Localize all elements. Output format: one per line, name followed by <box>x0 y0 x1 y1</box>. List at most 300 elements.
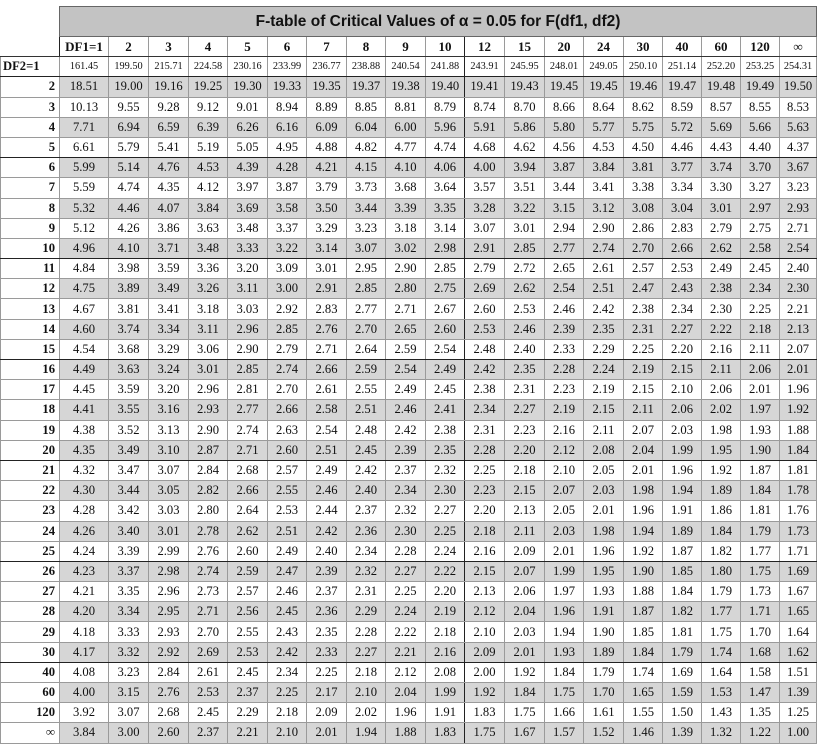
critical-value-cell: 1.75 <box>505 703 545 723</box>
critical-value-cell: 2.96 <box>228 319 268 339</box>
critical-value-cell: 2.11 <box>584 420 624 440</box>
df2-row-header: 16 <box>1 360 60 380</box>
critical-value-cell: 4.96 <box>60 238 109 258</box>
critical-value-cell: 8.89 <box>307 97 347 117</box>
critical-value-cell: 2.77 <box>347 299 386 319</box>
critical-value-cell: 2.33 <box>545 339 584 359</box>
df1-header-cell: 3 <box>149 37 189 57</box>
critical-value-cell: 5.91 <box>465 117 505 137</box>
critical-value-cell: 2.28 <box>545 360 584 380</box>
critical-value-cell: 251.14 <box>663 57 702 77</box>
critical-value-cell: 1.79 <box>741 521 780 541</box>
critical-value-cell: 2.53 <box>268 501 307 521</box>
critical-value-cell: 5.96 <box>426 117 465 137</box>
table-row <box>1 218 817 238</box>
critical-value-cell: 2.34 <box>347 541 386 561</box>
critical-value-cell: 2.40 <box>505 339 545 359</box>
critical-value-cell: 2.07 <box>780 339 817 359</box>
critical-value-cell: 1.97 <box>741 400 780 420</box>
critical-value-cell: 2.28 <box>386 541 426 561</box>
critical-value-cell: 3.77 <box>663 158 702 178</box>
critical-value-cell: 2.90 <box>228 339 268 359</box>
critical-value-cell: 4.56 <box>545 137 584 157</box>
critical-value-cell: 2.92 <box>268 299 307 319</box>
critical-value-cell: 2.38 <box>465 380 505 400</box>
critical-value-cell: 2.35 <box>426 440 465 460</box>
critical-value-cell: 238.88 <box>347 57 386 77</box>
critical-value-cell: 3.64 <box>426 178 465 198</box>
critical-value-cell: 2.99 <box>149 541 189 561</box>
critical-value-cell: 2.35 <box>505 360 545 380</box>
df1-label: DF1= <box>65 39 97 55</box>
critical-value-cell: 2.60 <box>465 299 505 319</box>
critical-value-cell: 2.45 <box>347 440 386 460</box>
critical-value-cell: 1.71 <box>780 541 817 561</box>
critical-value-cell: 2.46 <box>268 582 307 602</box>
critical-value-cell: 2.31 <box>347 582 386 602</box>
critical-value-cell: 1.93 <box>545 642 584 662</box>
critical-value-cell: 2.18 <box>741 319 780 339</box>
critical-value-cell: 2.34 <box>663 299 702 319</box>
df2-row-header: 4 <box>1 117 60 137</box>
df2-row-header: 29 <box>1 622 60 642</box>
critical-value-cell: 19.41 <box>465 77 505 97</box>
critical-value-cell: 1.92 <box>505 662 545 682</box>
critical-value-cell: 3.44 <box>545 178 584 198</box>
critical-value-cell: 2.28 <box>465 440 505 460</box>
critical-value-cell: 2.82 <box>189 481 228 501</box>
critical-value-cell: 3.05 <box>149 481 189 501</box>
critical-value-cell: 2.49 <box>426 360 465 380</box>
critical-value-cell: 1.85 <box>624 622 663 642</box>
critical-value-cell: 2.19 <box>624 360 663 380</box>
critical-value-cell: 2.66 <box>268 400 307 420</box>
df2-row-header: 17 <box>1 380 60 400</box>
critical-value-cell: 1.97 <box>545 582 584 602</box>
critical-value-cell: 2.29 <box>347 602 386 622</box>
critical-value-cell: 224.58 <box>189 57 228 77</box>
critical-value-cell: 1.84 <box>741 481 780 501</box>
critical-value-cell: 2.49 <box>268 541 307 561</box>
critical-value-cell: 3.40 <box>109 521 149 541</box>
critical-value-cell: 1.69 <box>780 561 817 581</box>
critical-value-cell: 4.21 <box>60 582 109 602</box>
critical-value-cell: 2.90 <box>189 420 228 440</box>
table-row <box>1 440 817 460</box>
critical-value-cell: 5.63 <box>780 117 817 137</box>
critical-value-cell: 4.60 <box>60 319 109 339</box>
critical-value-cell: 3.38 <box>624 178 663 198</box>
critical-value-cell: 6.59 <box>149 117 189 137</box>
critical-value-cell: 4.37 <box>780 137 817 157</box>
critical-value-cell: 2.27 <box>663 319 702 339</box>
critical-value-cell: 1.61 <box>584 703 624 723</box>
critical-value-cell: 4.23 <box>60 561 109 581</box>
df2-row-header: 11 <box>1 259 60 279</box>
table-row <box>1 400 817 420</box>
critical-value-cell: 2.03 <box>545 521 584 541</box>
critical-value-cell: 2.39 <box>545 319 584 339</box>
critical-value-cell: 3.35 <box>426 198 465 218</box>
critical-value-cell: 2.39 <box>307 561 347 581</box>
critical-value-cell: 2.23 <box>505 420 545 440</box>
critical-value-cell: 3.98 <box>109 259 149 279</box>
critical-value-cell: 2.95 <box>149 602 189 622</box>
critical-value-cell: 1.39 <box>780 683 817 703</box>
critical-value-cell: 1.73 <box>780 521 817 541</box>
critical-value-cell: 4.41 <box>60 400 109 420</box>
critical-value-cell: 2.05 <box>584 460 624 480</box>
critical-value-cell: 4.67 <box>60 299 109 319</box>
critical-value-cell: 2.13 <box>780 319 817 339</box>
critical-value-cell: 3.06 <box>189 339 228 359</box>
df2-row-header: 19 <box>1 420 60 440</box>
critical-value-cell: 2.08 <box>584 440 624 460</box>
critical-value-cell: 6.39 <box>189 117 228 137</box>
critical-value-cell: 3.03 <box>228 299 268 319</box>
critical-value-cell: 1.52 <box>584 723 624 743</box>
critical-value-cell: 3.97 <box>228 178 268 198</box>
critical-value-cell: 4.00 <box>465 158 505 178</box>
critical-value-cell: 1.75 <box>465 723 505 743</box>
df2-row-header: 27 <box>1 582 60 602</box>
critical-value-cell: 6.00 <box>386 117 426 137</box>
critical-value-cell: 3.01 <box>505 218 545 238</box>
critical-value-cell: 2.06 <box>702 380 741 400</box>
critical-value-cell: 2.51 <box>584 279 624 299</box>
critical-value-cell: 2.42 <box>465 360 505 380</box>
table-row <box>1 77 817 97</box>
critical-value-cell: 2.38 <box>624 299 663 319</box>
critical-value-cell: 2.17 <box>307 683 347 703</box>
critical-value-cell: 4.30 <box>60 481 109 501</box>
critical-value-cell: 1.84 <box>663 582 702 602</box>
critical-value-cell: 2.21 <box>386 642 426 662</box>
critical-value-cell: 2.91 <box>307 279 347 299</box>
critical-value-cell: 2.71 <box>228 440 268 460</box>
critical-value-cell: 4.53 <box>584 137 624 157</box>
critical-value-cell: 2.64 <box>228 501 268 521</box>
critical-value-cell: 2.83 <box>663 218 702 238</box>
critical-value-cell: 2.10 <box>545 460 584 480</box>
critical-value-cell: 3.52 <box>109 420 149 440</box>
critical-value-cell: 2.34 <box>465 400 505 420</box>
table-row <box>1 460 817 480</box>
critical-value-cell: 2.74 <box>189 561 228 581</box>
critical-value-cell: 19.45 <box>584 77 624 97</box>
critical-value-cell: 1.92 <box>780 400 817 420</box>
critical-value-cell: 2.76 <box>307 319 347 339</box>
critical-value-cell: 4.08 <box>60 662 109 682</box>
critical-value-cell: 4.74 <box>426 137 465 157</box>
df1-header-cell: 7 <box>307 37 347 57</box>
critical-value-cell: 4.38 <box>60 420 109 440</box>
critical-value-cell: 1.92 <box>624 541 663 561</box>
critical-value-cell: 2.81 <box>228 380 268 400</box>
critical-value-cell: 2.25 <box>268 683 307 703</box>
critical-value-cell: 2.96 <box>189 380 228 400</box>
critical-value-cell: 9.01 <box>228 97 268 117</box>
critical-value-cell: 4.49 <box>60 360 109 380</box>
critical-value-cell: 3.11 <box>189 319 228 339</box>
critical-value-cell: 3.74 <box>702 158 741 178</box>
critical-value-cell: 236.77 <box>307 57 347 77</box>
critical-value-cell: 2.51 <box>347 400 386 420</box>
critical-value-cell: 2.45 <box>268 602 307 622</box>
critical-value-cell: 1.74 <box>702 642 741 662</box>
critical-value-cell: 1.82 <box>702 541 741 561</box>
df1-header-row <box>1 37 817 57</box>
critical-value-cell: 2.67 <box>426 299 465 319</box>
critical-value-cell: 2.93 <box>780 198 817 218</box>
critical-value-cell: 3.34 <box>149 319 189 339</box>
critical-value-cell: 2.18 <box>426 622 465 642</box>
critical-value-cell: 248.01 <box>545 57 584 77</box>
critical-value-cell: 2.16 <box>545 420 584 440</box>
critical-value-cell: 3.26 <box>189 279 228 299</box>
critical-value-cell: 2.53 <box>663 259 702 279</box>
critical-value-cell: 2.15 <box>663 360 702 380</box>
critical-value-cell: 1.95 <box>702 440 741 460</box>
critical-value-cell: 1.87 <box>663 541 702 561</box>
critical-value-cell: 1.76 <box>780 501 817 521</box>
critical-value-cell: 253.25 <box>741 57 780 77</box>
critical-value-cell: 2.31 <box>624 319 663 339</box>
table-row <box>1 703 817 723</box>
critical-value-cell: 3.63 <box>189 218 228 238</box>
critical-value-cell: 1.99 <box>663 440 702 460</box>
critical-value-cell: 1.59 <box>663 683 702 703</box>
critical-value-cell: 2.65 <box>545 259 584 279</box>
critical-value-cell: 3.04 <box>663 198 702 218</box>
table-row <box>1 521 817 541</box>
critical-value-cell: 2.27 <box>347 642 386 662</box>
critical-value-cell: 3.18 <box>386 218 426 238</box>
critical-value-cell: 4.12 <box>189 178 228 198</box>
df2-row-header: 5 <box>1 137 60 157</box>
critical-value-cell: 1.80 <box>702 561 741 581</box>
critical-value-cell: 6.26 <box>228 117 268 137</box>
critical-value-cell: 1.73 <box>741 582 780 602</box>
critical-value-cell: 1.79 <box>702 582 741 602</box>
critical-value-cell: 8.74 <box>465 97 505 117</box>
critical-value-cell: 4.76 <box>149 158 189 178</box>
critical-value-cell: 2.77 <box>545 238 584 258</box>
critical-value-cell: 4.07 <box>149 198 189 218</box>
table-row <box>1 97 817 117</box>
df1-header-cell: 40 <box>663 37 702 57</box>
critical-value-cell: 9.28 <box>149 97 189 117</box>
critical-value-cell: 1.96 <box>584 541 624 561</box>
critical-value-cell: 3.42 <box>109 501 149 521</box>
critical-value-cell: 3.20 <box>149 380 189 400</box>
critical-value-cell: 3.02 <box>386 238 426 258</box>
critical-value-cell: 2.55 <box>347 380 386 400</box>
critical-value-cell: 2.46 <box>307 481 347 501</box>
critical-value-cell: 2.58 <box>741 238 780 258</box>
critical-value-cell: 2.23 <box>465 481 505 501</box>
critical-value-cell: 3.14 <box>307 238 347 258</box>
df2-row-header: 3 <box>1 97 60 117</box>
critical-value-cell: 2.84 <box>189 460 228 480</box>
critical-value-cell: 1.00 <box>780 723 817 743</box>
df2-row-header: 21 <box>1 460 60 480</box>
critical-value-cell: 3.48 <box>189 238 228 258</box>
critical-value-cell: 2.98 <box>149 561 189 581</box>
critical-value-cell: 2.42 <box>347 460 386 480</box>
critical-value-cell: 4.26 <box>60 521 109 541</box>
critical-value-cell: 2.04 <box>505 602 545 622</box>
critical-value-cell: 2.55 <box>228 622 268 642</box>
critical-value-cell: 2.01 <box>505 642 545 662</box>
table-row <box>1 622 817 642</box>
critical-value-cell: 2.46 <box>505 319 545 339</box>
critical-value-cell: 2.43 <box>268 622 307 642</box>
table-row <box>1 178 817 198</box>
critical-value-cell: 8.81 <box>386 97 426 117</box>
critical-value-cell: 1.94 <box>545 622 584 642</box>
critical-value-cell: 4.00 <box>60 683 109 703</box>
critical-value-cell: 3.39 <box>109 541 149 561</box>
critical-value-cell: 1.74 <box>624 662 663 682</box>
critical-value-cell: 2.15 <box>584 400 624 420</box>
critical-value-cell: 1.70 <box>584 683 624 703</box>
df1-header-cell: 60 <box>702 37 741 57</box>
critical-value-cell: 1.77 <box>741 541 780 561</box>
critical-value-cell: 1.96 <box>780 380 817 400</box>
critical-value-cell: 241.88 <box>426 57 465 77</box>
df1-value: 1 <box>96 39 103 55</box>
df1-header-cell: 8 <box>347 37 386 57</box>
critical-value-cell: 4.50 <box>624 137 663 157</box>
critical-value-cell: 5.14 <box>109 158 149 178</box>
df2-row-header: 13 <box>1 299 60 319</box>
critical-value-cell: 2.61 <box>307 380 347 400</box>
critical-value-cell: 2.03 <box>584 481 624 501</box>
critical-value-cell: 4.82 <box>347 137 386 157</box>
critical-value-cell: 19.50 <box>780 77 817 97</box>
critical-value-cell: 8.62 <box>624 97 663 117</box>
critical-value-cell: 2.03 <box>505 622 545 642</box>
critical-value-cell: 3.07 <box>347 238 386 258</box>
critical-value-cell: 4.21 <box>307 158 347 178</box>
critical-value-cell: 9.55 <box>109 97 149 117</box>
critical-value-cell: 3.86 <box>149 218 189 238</box>
critical-value-cell: 3.44 <box>347 198 386 218</box>
critical-value-cell: 2.28 <box>347 622 386 642</box>
critical-value-cell: 1.68 <box>741 642 780 662</box>
critical-value-cell: 4.40 <box>741 137 780 157</box>
critical-value-cell: 1.67 <box>780 582 817 602</box>
critical-value-cell: 2.74 <box>268 360 307 380</box>
critical-value-cell: 2.07 <box>624 420 663 440</box>
table-row <box>1 683 817 703</box>
critical-value-cell: 2.60 <box>228 541 268 561</box>
critical-value-cell: 2.44 <box>307 501 347 521</box>
table-row <box>1 238 817 258</box>
critical-value-cell: 1.83 <box>426 723 465 743</box>
critical-value-cell: 1.89 <box>702 481 741 501</box>
critical-value-cell: 1.92 <box>702 460 741 480</box>
table-title: F-table of Critical Values of α = 0.05 for F(df1, df2) <box>60 7 817 37</box>
df1-header-cell-1 <box>60 37 109 57</box>
critical-value-cell: 1.87 <box>624 602 663 622</box>
df2-row-header: 15 <box>1 339 60 359</box>
critical-value-cell: 1.65 <box>780 602 817 622</box>
critical-value-cell: 3.07 <box>109 703 149 723</box>
critical-value-cell: 5.59 <box>60 178 109 198</box>
critical-value-cell: 2.09 <box>307 703 347 723</box>
f-table <box>0 6 817 744</box>
critical-value-cell: 3.01 <box>307 259 347 279</box>
critical-value-cell: 2.71 <box>386 299 426 319</box>
critical-value-cell: 2.92 <box>149 642 189 662</box>
critical-value-cell: 6.04 <box>347 117 386 137</box>
critical-value-cell: 1.57 <box>545 723 584 743</box>
critical-value-cell: 2.42 <box>307 521 347 541</box>
critical-value-cell: 2.27 <box>426 501 465 521</box>
critical-value-cell: 2.01 <box>780 360 817 380</box>
critical-value-cell: 2.60 <box>426 319 465 339</box>
critical-value-cell: 2.61 <box>189 662 228 682</box>
critical-value-cell: 3.35 <box>109 582 149 602</box>
critical-value-cell: 2.13 <box>465 582 505 602</box>
critical-value-cell: 2.69 <box>189 642 228 662</box>
critical-value-cell: 2.33 <box>307 642 347 662</box>
critical-value-cell: 3.23 <box>347 218 386 238</box>
critical-value-cell: 3.01 <box>189 360 228 380</box>
critical-value-cell: 19.37 <box>347 77 386 97</box>
critical-value-cell: 2.01 <box>741 380 780 400</box>
critical-value-cell: 1.64 <box>780 622 817 642</box>
critical-value-cell: 1.50 <box>663 703 702 723</box>
critical-value-cell: 2.20 <box>426 582 465 602</box>
critical-value-cell: 4.62 <box>505 137 545 157</box>
critical-value-cell: 1.91 <box>426 703 465 723</box>
critical-value-cell: 2.97 <box>741 198 780 218</box>
critical-value-cell: 2.79 <box>268 339 307 359</box>
critical-value-cell: 1.88 <box>386 723 426 743</box>
critical-value-cell: 2.62 <box>702 238 741 258</box>
critical-value-cell: 4.84 <box>60 259 109 279</box>
critical-value-cell: 1.55 <box>624 703 663 723</box>
critical-value-cell: 1.25 <box>780 703 817 723</box>
df2-row-header: 18 <box>1 400 60 420</box>
critical-value-cell: 2.38 <box>702 279 741 299</box>
critical-value-cell: 3.71 <box>149 238 189 258</box>
critical-value-cell: 3.29 <box>149 339 189 359</box>
critical-value-cell: 8.64 <box>584 97 624 117</box>
critical-value-cell: 2.71 <box>780 218 817 238</box>
critical-value-cell: 1.88 <box>780 420 817 440</box>
critical-value-cell: 2.64 <box>347 339 386 359</box>
critical-value-cell: 1.87 <box>741 460 780 480</box>
critical-value-cell: 3.68 <box>109 339 149 359</box>
critical-value-cell: 4.26 <box>109 218 149 238</box>
critical-value-cell: 2.09 <box>505 541 545 561</box>
critical-value-cell: 3.30 <box>702 178 741 198</box>
critical-value-cell: 2.68 <box>228 460 268 480</box>
critical-value-cell: 3.69 <box>228 198 268 218</box>
critical-value-cell: 1.86 <box>702 501 741 521</box>
critical-value-cell: 2.15 <box>465 561 505 581</box>
table-row <box>1 319 817 339</box>
critical-value-cell: 2.37 <box>347 501 386 521</box>
critical-value-cell: 1.98 <box>584 521 624 541</box>
critical-value-cell: 5.86 <box>505 117 545 137</box>
critical-value-cell: 2.10 <box>268 723 307 743</box>
df2-row-header: 26 <box>1 561 60 581</box>
